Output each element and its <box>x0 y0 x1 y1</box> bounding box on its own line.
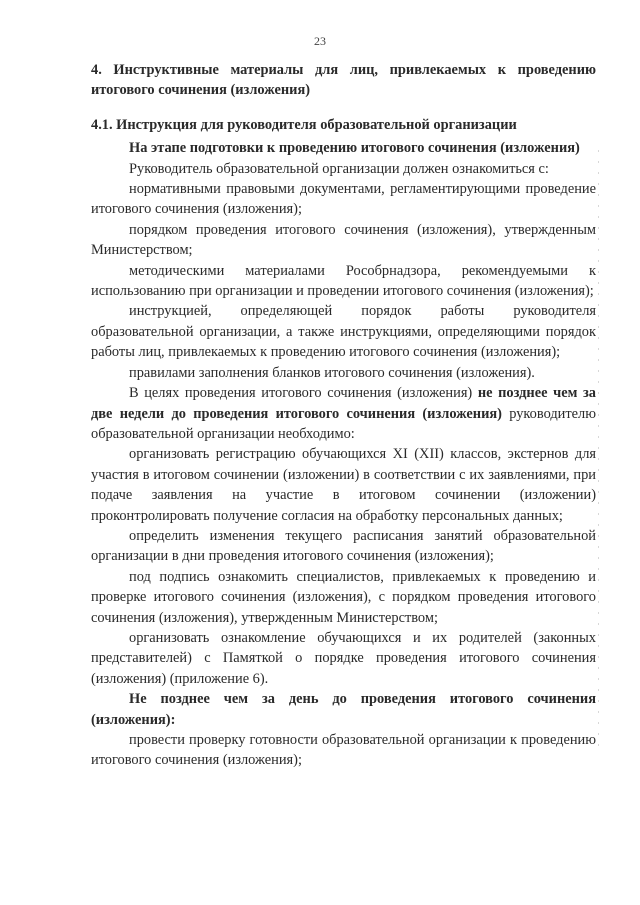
list-item-normative: нормативными правовыми документами, регламентирующими проведение итогового сочинения (изложения); <box>91 181 596 218</box>
section-heading: 4. Инструктивные материалы для лиц, привлекаемых к проведению итогового сочинения (изложения) <box>91 62 596 99</box>
page-number: 23 <box>314 34 326 48</box>
intro-paragraph: Руководитель образовательной организации должен ознакомиться с: <box>129 160 549 177</box>
goal-deadline-bold: не позднее чем за две недели до проведения итогового сочинения (изложения) <box>91 385 596 422</box>
task-acquaint-students: организовать ознакомление обучающихся и их родителей (законных представителей) с Памяткой о порядке проведения итогового сочинения (изложения) (приложение 6). <box>91 629 596 687</box>
stage-day-before-heading: Не позднее чем за день до проведения итогового сочинения (изложения): <box>91 691 596 728</box>
list-item-rules: правилами заполнения бланков итогового сочинения (изложения). <box>129 364 535 381</box>
document-body <box>91 60 596 771</box>
task-acquaint-specialists: под подпись ознакомить специалистов, привлекаемых к проведению и проверке итогового сочинения (изложения), с порядком проведения итогового сочинения (изложения), утвержденным Министерством; <box>91 568 596 626</box>
goal-text-end: руководителю образовательной организации необходимо: <box>91 405 596 442</box>
task-readiness-check: провести проверку готовности образовательной организации к проведению итогового сочинения (изложения); <box>91 732 596 769</box>
stage-preparation-heading: На этапе подготовки к проведению итогового сочинения (изложения) <box>129 140 580 157</box>
subsection-heading: 4.1. Инструкция для руководителя образовательной организации <box>91 116 517 133</box>
scan-margin-specks <box>598 150 599 750</box>
list-item-procedure: порядком проведения итогового сочинения (изложения), утвержденным Министерством; <box>91 221 596 259</box>
goal-text-start: В целях проведения итогового сочинения (изложения) <box>129 385 478 402</box>
list-item-methodical: методическими материалами Рособрнадзора, рекомендуемыми к использованию при организации и проведении итогового сочинения (изложения); <box>91 262 596 300</box>
task-schedule: определить изменения текущего расписания занятий образовательной организации в дни проведения итогового сочинения (изложения); <box>91 527 596 565</box>
task-registration: организовать регистрацию обучающихся XI (XII) классов, экстернов для участия в итоговом сочинении (изложении) в соответствии с их заявлениями, при подаче заявления на участие в итоговом сочинении (изложении) проконтролировать получение согласия на обработку персональных данных; <box>91 446 596 524</box>
list-item-instruction: инструкцией, определяющей порядок работы руководителя образовательной организации, а также инструкциями, определяющими порядок работы лиц, привлекаемых к проведению итогового сочинения (изложения); <box>91 303 596 361</box>
goal-paragraph <box>91 383 596 444</box>
